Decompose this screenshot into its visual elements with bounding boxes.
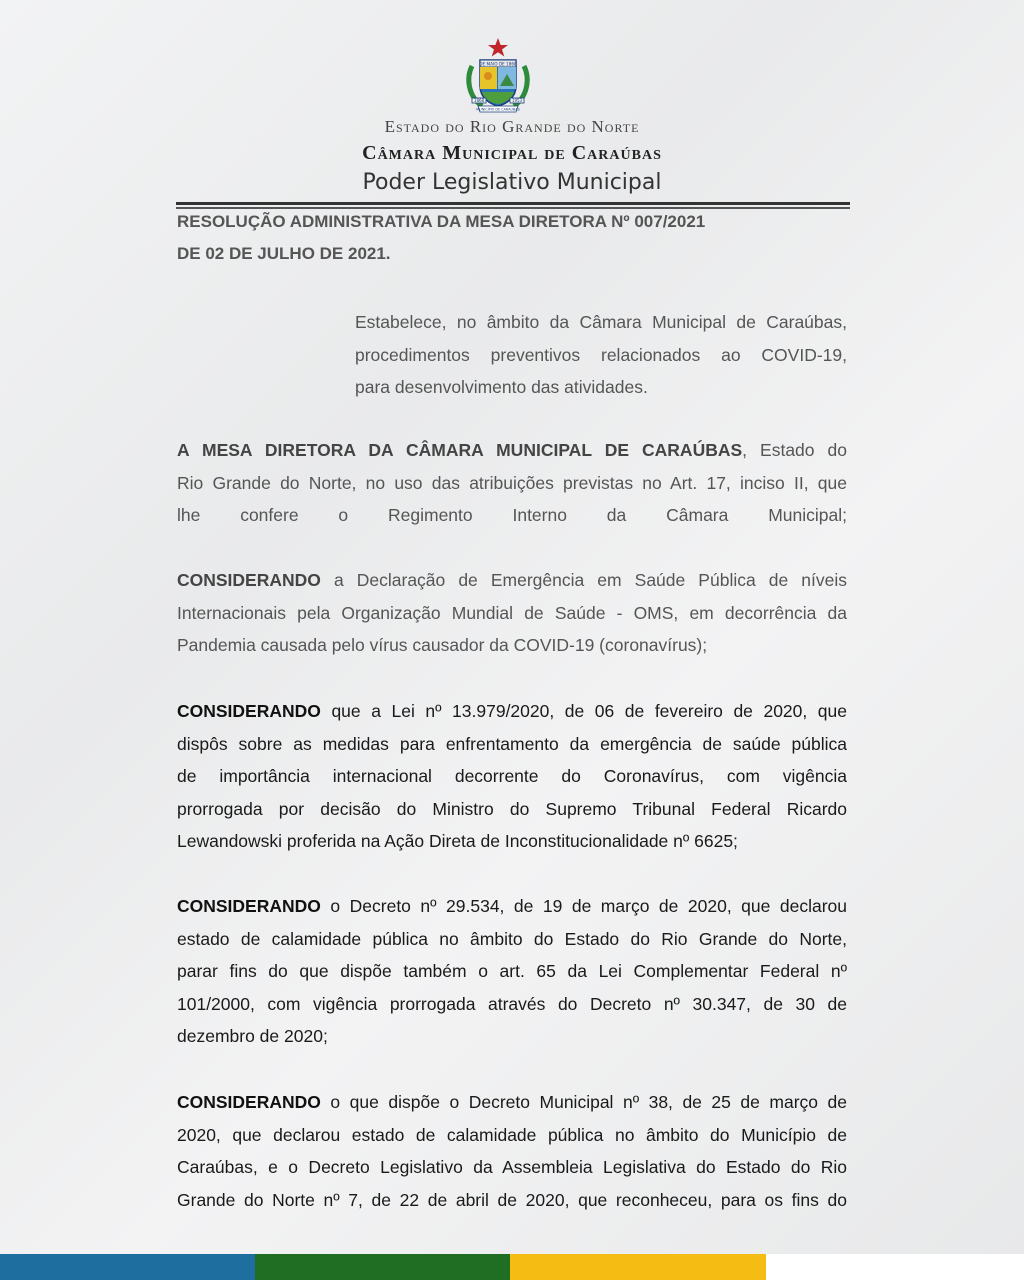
state-heading: Estado do Rio Grande do Norte [384,117,640,136]
footer-bar-green [255,1254,510,1280]
paragraph-line [177,695,847,728]
paragraph-considerando-4 [177,1086,847,1216]
paragraph-considerando-3 [177,890,847,1053]
resolution-date: DE 02 DE JULHO DE 2021. [177,244,391,263]
svg-text:1868: 1868 [473,98,485,103]
paragraph-text: a Declaração de Emergência em Saúde Pública de níveis [320,570,847,590]
paragraph-text: que a Lei nº 13.979/2020, de 06 de fevereiro de 2020, que [320,701,847,721]
paragraph-line: dispôs sobre as medidas para enfrentamento da emergência de saúde pública [177,733,847,754]
paragraph-line [177,564,847,597]
paragraph-lead: CONSIDERANDO [177,896,321,916]
paragraph-considerando-2 [177,695,847,858]
resolution-title: RESOLUÇÃO ADMINISTRATIVA DA MESA DIRETORA Nº 007/2021 [177,212,706,231]
svg-text:MUNICÍPIO DE CARAÚBAS: MUNICÍPIO DE CARAÚBAS [476,107,520,112]
paragraph-text: , Estado do [742,440,847,460]
svg-text:1953: 1953 [511,98,523,103]
paragraph-lead: CONSIDERANDO [177,701,321,721]
legislative-power-heading: Poder Legislativo Municipal [362,170,662,195]
paragraph-line [177,890,847,923]
footer-bar-white [766,1254,1024,1280]
chamber-heading: Câmara Municipal de Caraúbas [362,142,662,164]
paragraph-mesa-diretora [177,434,847,532]
paragraph-line: Caraúbas, e o Decreto Legislativo da Assembleia Legislativa do Estado do Rio [177,1157,847,1177]
footer-bar-blue [0,1254,255,1280]
paragraph-line [177,434,847,467]
ementa-line: Estabelece, no âmbito da Câmara Municipal de Caraúbas, [355,312,847,332]
svg-text:DE MAIO DE 1868: DE MAIO DE 1868 [479,61,517,67]
paragraph-line: de importância internacional decorrente do Coronavírus, com vigência [177,766,847,786]
paragraph-line: estado de calamidade pública no âmbito do Estado do Rio Grande do Norte, [177,928,847,949]
paragraph-line: Grande do Norte nº 7, de 22 de abril de 2020, que reconheceu, para os fins do [177,1189,847,1210]
ementa-line: para desenvolvimento das atividades. [355,377,648,397]
paragraph-line: Lewandowski proferida na Ação Direta de Inconstitucionalidade nº 6625; [177,831,738,851]
municipal-coat-of-arms-icon [458,36,538,116]
paragraph-line: dezembro de 2020; [177,1026,328,1046]
paragraph-text: o Decreto nº 29.534, de 19 de março de 2020, que declarou [320,896,847,916]
header-divider-secondary [176,207,850,209]
paragraph-line: 2020, que declarou estado de calamidade pública no âmbito do Município de [177,1124,847,1145]
footer-bar-yellow [510,1254,766,1280]
paragraph-line [177,1086,847,1119]
paragraph-line: parar fins do que dispõe também o art. 65 da Lei Complementar Federal nº [177,961,847,981]
paragraph-lead: A MESA DIRETORA DA CÂMARA MUNICIPAL DE CARAÚBAS [177,440,743,460]
paragraph-line: Internacionais pela Organização Mundial de Saúde - OMS, em decorrência da [177,602,847,623]
paragraph-line: Pandemia causada pelo vírus causador da COVID-19 (coronavírus); [177,635,708,655]
paragraph-text: o que dispõe o Decreto Municipal nº 38, de 25 de março de [320,1092,847,1112]
ementa-block [355,306,847,404]
paragraph-line: lhe confere o Regimento Interno da Câmara Municipal; [177,505,847,525]
paragraph-line: 101/2000, com vigência prorrogada através do Decreto nº 30.347, de 30 de [177,993,847,1014]
paragraph-line: Rio Grande do Norte, no uso das atribuições previstas no Art. 17, inciso II, que [177,472,847,493]
paragraph-lead: CONSIDERANDO [177,1092,321,1112]
paragraph-lead: CONSIDERANDO [177,570,321,590]
ementa-line: procedimentos preventivos relacionados ao COVID-19, [355,344,847,365]
paragraph-considerando-1 [177,564,847,662]
header-divider [176,202,850,205]
paragraph-line: prorrogada por decisão do Ministro do Supremo Tribunal Federal Ricardo [177,798,847,819]
